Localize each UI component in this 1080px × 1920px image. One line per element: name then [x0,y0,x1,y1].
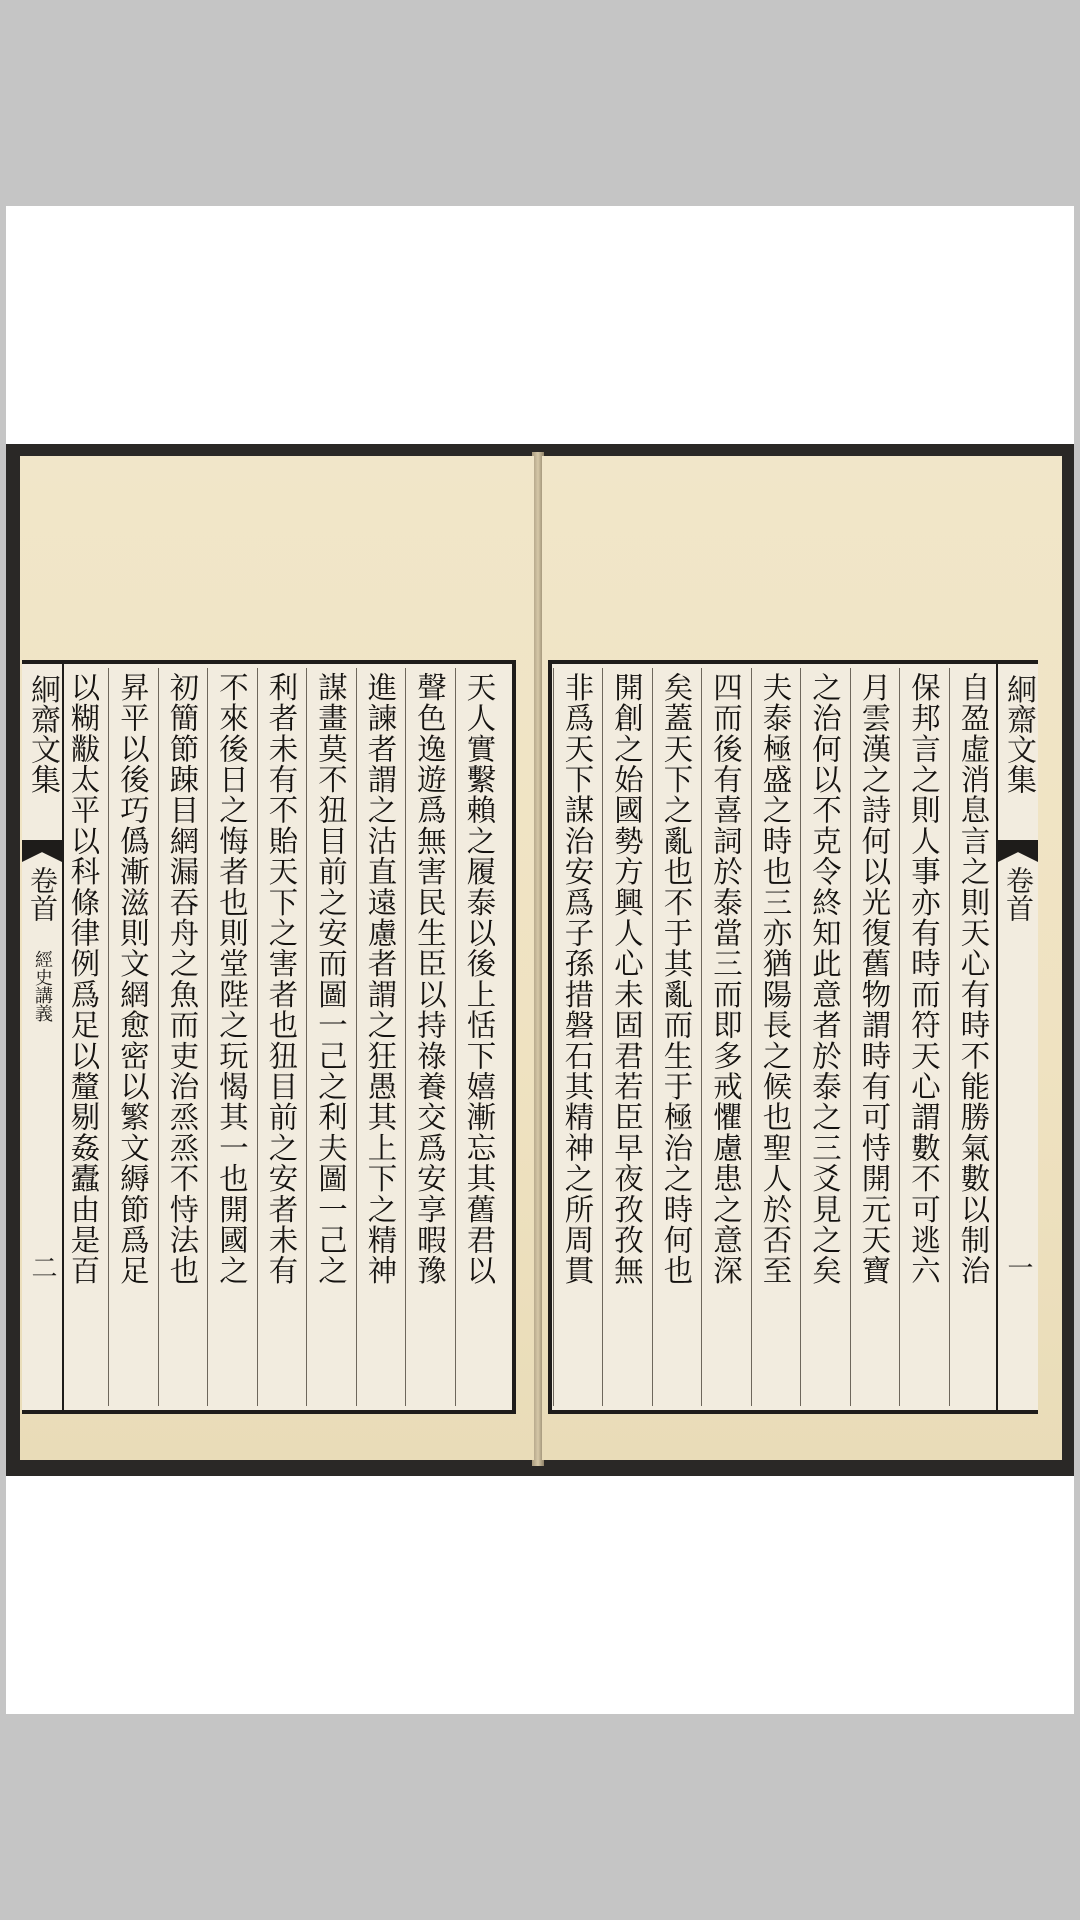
left-text-frame [22,660,516,1414]
text-column: 矣蓋天下之亂也不于其亂而生于極治之時何也 [659,672,694,1286]
column-rule [356,668,357,1406]
column-rule [899,668,900,1406]
text-column: 之治何以不克令終知此意者於泰之三爻見之矣 [808,672,842,1286]
column-rule [158,668,159,1406]
text-column: 夫泰極盛之時也三亦猶陽長之候也聖人於否至 [758,672,793,1286]
column-rule [701,668,702,1406]
right-banner-title: 絅齋文集 [1001,674,1036,794]
column-rule [949,668,950,1406]
right-fish-tail [998,840,1038,862]
column-rule [207,668,208,1406]
column-rule [850,668,851,1406]
right-page-number: 一 [1003,1254,1033,1280]
right-page [542,456,1062,1460]
text-column: 利者未有不貽天下之害者也狃目前之安者未有 [264,672,299,1286]
column-rule [602,668,603,1406]
column-rule [751,668,752,1406]
text-column: 保邦言之則人事亦有時而符天心謂數不可逃六 [907,672,941,1286]
text-column: 天人實繫賴之履泰以後上恬下嬉漸忘其舊君以 [462,672,497,1286]
column-rule [108,668,109,1406]
column-rule [405,668,406,1406]
left-page [20,456,534,1460]
text-column: 月雲漢之詩何以光復舊物謂時有可恃開元天寶 [857,672,892,1286]
text-column: 自盈虛消息言之則天心有時不能勝氣數以制治 [956,672,991,1286]
text-column: 四而後有喜詞於泰當三而即多戒懼慮患之意深 [709,672,743,1286]
column-rule [553,668,554,1406]
left-fish-tail [22,840,62,862]
left-page-number: 二 [27,1254,57,1280]
right-banner-juan: 卷首 [1002,866,1035,922]
text-column: 初簡節踈目網漏吞舟之魚而吏治烝烝不恃法也 [165,672,200,1286]
text-column: 聲色逸遊爲無害民生臣以持祿養交爲安享暇豫 [413,672,447,1286]
left-banner-title: 絅齋文集 [25,674,60,794]
left-banner-section: 經史講義 [32,950,53,1022]
column-rule [652,668,653,1406]
column-rule [306,668,307,1406]
right-text-frame [548,660,1038,1414]
text-column: 謀畫莫不狃目前之安而圖一己之利夫圖一己之 [314,672,348,1286]
text-column: 不來後日之悔者也則堂陛之玩愒其一也開國之 [215,672,249,1286]
column-rule [257,668,258,1406]
text-column: 以糊黻太平以科條律例爲足以釐剔姦蠹由是百 [66,672,101,1286]
open-book-scan [6,444,1074,1476]
column-rule [455,668,456,1406]
right-banner [996,664,1038,1410]
text-column: 進諫者謂之沽直遠慮者謂之狂愚其上下之精神 [363,672,398,1286]
left-banner-juan: 卷首 [26,866,59,922]
column-rule [800,668,801,1406]
text-column: 昇平以後巧僞漸滋則文網愈密以繁文縟節爲足 [116,672,150,1286]
text-column: 非爲天下謀治安爲子孫措磐石其精神之所周貫 [560,672,595,1286]
left-banner [22,664,64,1410]
text-column: 開創之始國勢方興人心未固君若臣早夜孜孜無 [610,672,644,1286]
